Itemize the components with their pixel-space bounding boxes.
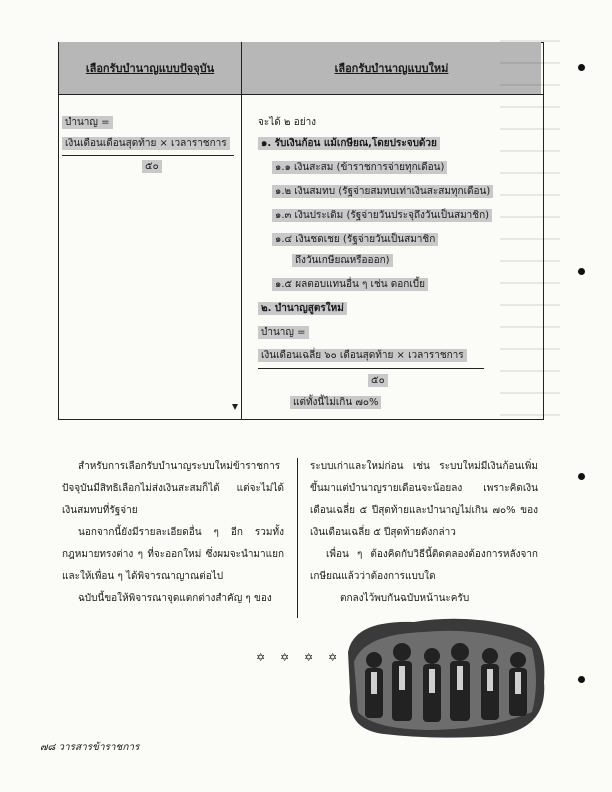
right-sub-1: ๑.๑ เงินสะสม (ข้าราชการจ่ายทุกเดือน) [272, 161, 447, 175]
body-left-paragraph-3: ฉบับนี้ขอให้พิจารณาจุดแตกต่างสำคัญ ๆ ของ [78, 593, 272, 604]
left-formula-label: บำนาญ = [62, 116, 113, 130]
table-header-left [59, 42, 241, 94]
right-sub-3: ๑.๓ เงินประเดิม (รัฐจ่ายวันประจุถึงวันเป็นสมาชิก) [272, 209, 492, 223]
page-footer: ๗๘ วารสารข้าราชการ [40, 742, 140, 753]
right-sub-4b: ถึงวันเกษียณหรือออก) [292, 254, 393, 268]
right-item-2-title: ๒. บำนาญสูตรใหม่ [258, 302, 347, 316]
body-right-paragraph-1: ระบบเก่าและใหม่ก่อน เช่น ระบบใหม่มีเงินก้อนเพิ่มขึ้นมาแต่บำนาญรายเดือนจะน้อยลง เพราะคิดเงินเดือนเฉลี่ย ๕ ปีสุดท้ายและบำนาญไม่เกิน ๗๐% ของเงินเดือนเฉลี่ย ๕ ปีสุดท้ายดังกล่าว [310, 461, 538, 538]
right-formula-label: บำนาญ = [258, 326, 309, 340]
star-ornament-1: ✡ [256, 651, 266, 664]
right-fraction-bar [258, 368, 484, 369]
body-left-paragraph-1: สำหรับการเลือกรับบำนาญระบบใหม่ข้าราชการปัจจุบันมีสิทธิเลือกไม่ส่งเงินสะสมก็ได้ แต่จะไม่ได้เงินสมทบที่รัฐจ่าย [62, 461, 284, 516]
comparison-table [58, 42, 544, 420]
group-photo-illustration [344, 612, 550, 740]
left-formula-denominator: ๕๐ [142, 160, 162, 174]
body-column-right [310, 456, 538, 610]
right-formula-numerator: เงินเดือนเฉลี่ย ๖๐ เดือนสุดท้าย × เวลาราชการ [258, 349, 467, 363]
right-item-1-title: ๑. รับเงินก้อน แม้เกษียณ,โดยประจบด้วย [258, 137, 440, 151]
body-left-paragraph-2: นอกจากนี้ยังมีรายละเอียดอื่น ๆ อีก รวมทั้งกฎหมายทรงต่าง ๆ ที่จะออกใหม่ ซึ่งผมจะนำมาแยกและให้เพื่อน ๆ ได้พิจารณาญาณต่อไป [62, 527, 284, 582]
table-header-right [242, 42, 541, 94]
right-sub-2: ๑.๒ เงินสมทบ (รัฐจ่ายสมทบเท่าเงินสะสมทุกเดือน) [272, 185, 493, 199]
right-sub-4a: ๑.๔ เงินชดเชย (รัฐจ่ายวันเป็นสมาชิก [272, 233, 438, 247]
column-divider [297, 458, 298, 618]
body-right-paragraph-2: เพื่อน ๆ ต้องคิดกับวิธีนี้ติดตลองต้องการหลังจากเกษียณแล้วว่าต้องการแบบใด [310, 549, 538, 582]
right-intro: จะได้ ๒ อย่าง [258, 117, 317, 128]
margin-bullet-4 [578, 676, 585, 683]
body-column-left [62, 456, 284, 610]
table-header-left-text: เลือกรับบำนาญแบบปัจจุบัน [85, 62, 215, 75]
table-header-right-text: เลือกรับบำนาญแบบใหม่ [334, 62, 449, 75]
margin-bullet-1 [578, 64, 585, 71]
right-formula-denominator: ๕๐ [368, 374, 388, 388]
margin-bullet-2 [578, 268, 585, 275]
table-header-divider [58, 94, 543, 95]
left-formula-numerator: เงินเดือนเดือนสุดท้าย × เวลาราชการ [62, 137, 230, 151]
star-ornament-2: ✡ [280, 651, 290, 664]
left-fraction-bar [62, 155, 234, 156]
margin-bullet-3 [578, 473, 585, 480]
table-corner-marker [232, 404, 238, 410]
star-ornament-4: ✡ [328, 651, 338, 664]
bleed-through-area [500, 40, 560, 420]
right-sub-5: ๑.๕ ผลตอบแทนอื่น ๆ เช่น ดอกเบี้ย [272, 278, 428, 292]
right-formula-cap: แต่ทั้งนี้ไม่เกิน ๗๐% [290, 396, 381, 410]
table-column-divider [241, 42, 242, 419]
body-right-paragraph-3: ตกลงไว้พบกันฉบับหน้านะครับ [340, 593, 470, 604]
star-ornament-3: ✡ [304, 651, 314, 664]
